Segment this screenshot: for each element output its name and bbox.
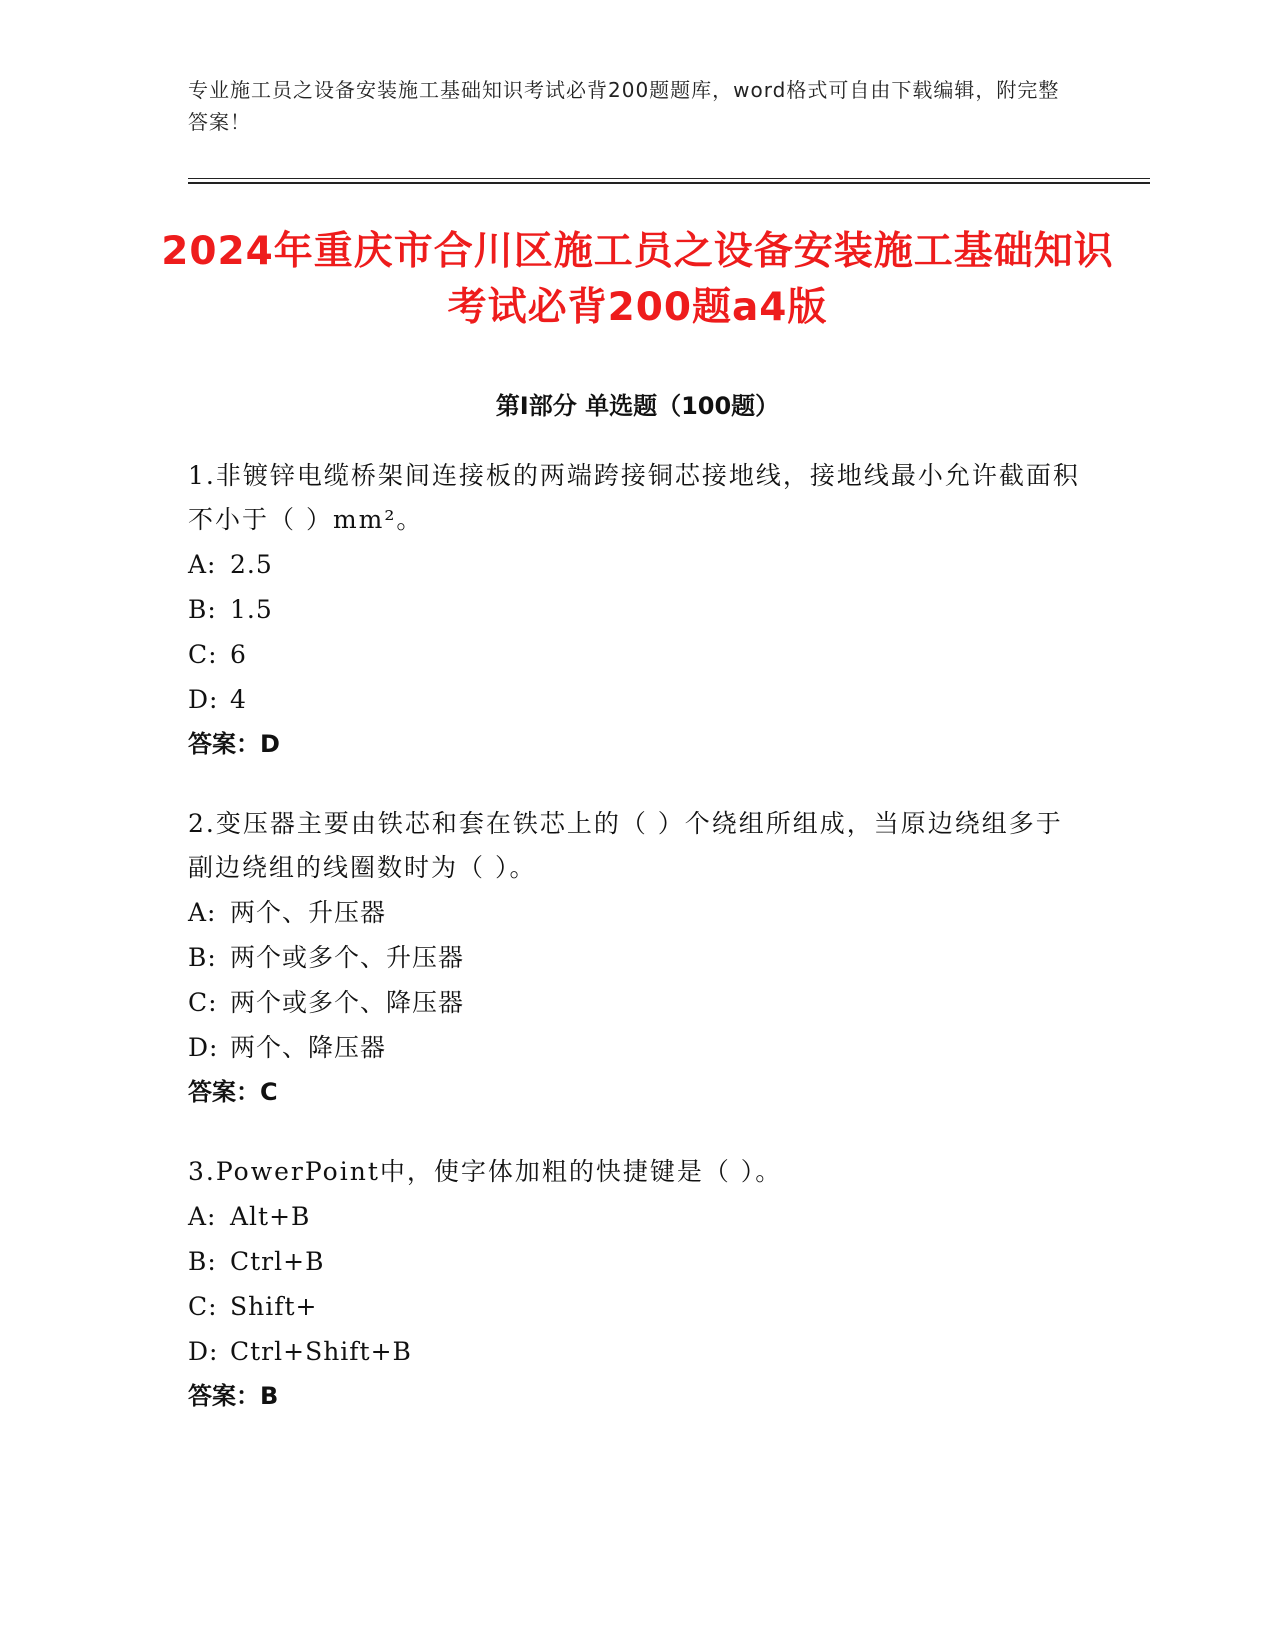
option-a [188, 890, 1088, 935]
section-heading: 第Ⅰ部分 单选题（100题） [495, 392, 780, 420]
option-b [188, 935, 1088, 980]
answer: 答案：B [188, 1382, 279, 1410]
option-key: D: [188, 685, 219, 714]
option-key: A: [188, 550, 217, 579]
option-key: C: [188, 988, 218, 1017]
option-b [188, 587, 1088, 632]
question-stem: 3.PowerPoint中，使字体加粗的快捷键是（ ）。 [188, 1157, 783, 1186]
option-key: A: [188, 898, 217, 927]
option-text: Ctrl+Shift+B [230, 1337, 412, 1366]
option-d [188, 1329, 1088, 1374]
option-d [188, 677, 1088, 722]
option-key: B: [188, 1247, 217, 1276]
option-key: C: [188, 640, 218, 669]
option-c [188, 632, 1088, 677]
document-title: 2024年重庆市合川区施工员之设备安装施工基础知识考试必背200题a4版 [161, 229, 1114, 330]
option-text: 两个、降压器 [230, 1033, 387, 1062]
question-3 [188, 1150, 1088, 1419]
option-text: 两个或多个、升压器 [230, 943, 465, 972]
option-key: B: [188, 595, 217, 624]
option-text: Ctrl+B [230, 1247, 325, 1276]
option-text: Alt+B [230, 1202, 311, 1231]
answer: 答案：D [188, 730, 280, 758]
question-1 [188, 454, 1088, 767]
option-b [188, 1239, 1088, 1284]
option-key: D: [188, 1033, 219, 1062]
option-text: Shift+ [230, 1292, 318, 1321]
intro-text: 专业施工员之设备安装施工基础知识考试必背200题题库，word格式可自由下载编辑，附完整答案！ [188, 78, 1060, 134]
option-d [188, 1025, 1088, 1070]
option-key: D: [188, 1337, 219, 1366]
option-text: 两个、升压器 [230, 898, 387, 927]
option-key: A: [188, 1202, 217, 1231]
option-text: 1.5 [230, 595, 273, 624]
option-a [188, 1194, 1088, 1239]
option-text: 4 [230, 685, 247, 714]
header-divider-thin [188, 178, 1150, 179]
question-stem: 2.变压器主要由铁芯和套在铁芯上的（ ）个绕组所组成，当原边绕组多于副边绕组的线圈数时为（ ）。 [188, 809, 1063, 882]
option-text: 2.5 [230, 550, 273, 579]
question-2 [188, 802, 1088, 1115]
option-c [188, 1284, 1088, 1329]
option-key: C: [188, 1292, 218, 1321]
option-text: 两个或多个、降压器 [230, 988, 465, 1017]
option-key: B: [188, 943, 217, 972]
answer: 答案：C [188, 1078, 278, 1106]
header-divider-thick [188, 182, 1150, 184]
question-stem: 1.非镀锌电缆桥架间连接板的两端跨接铜芯接地线，接地线最小允许截面积不小于（ ）mm²。 [188, 461, 1080, 534]
option-c [188, 980, 1088, 1025]
option-a [188, 542, 1088, 587]
option-text: 6 [230, 640, 247, 669]
